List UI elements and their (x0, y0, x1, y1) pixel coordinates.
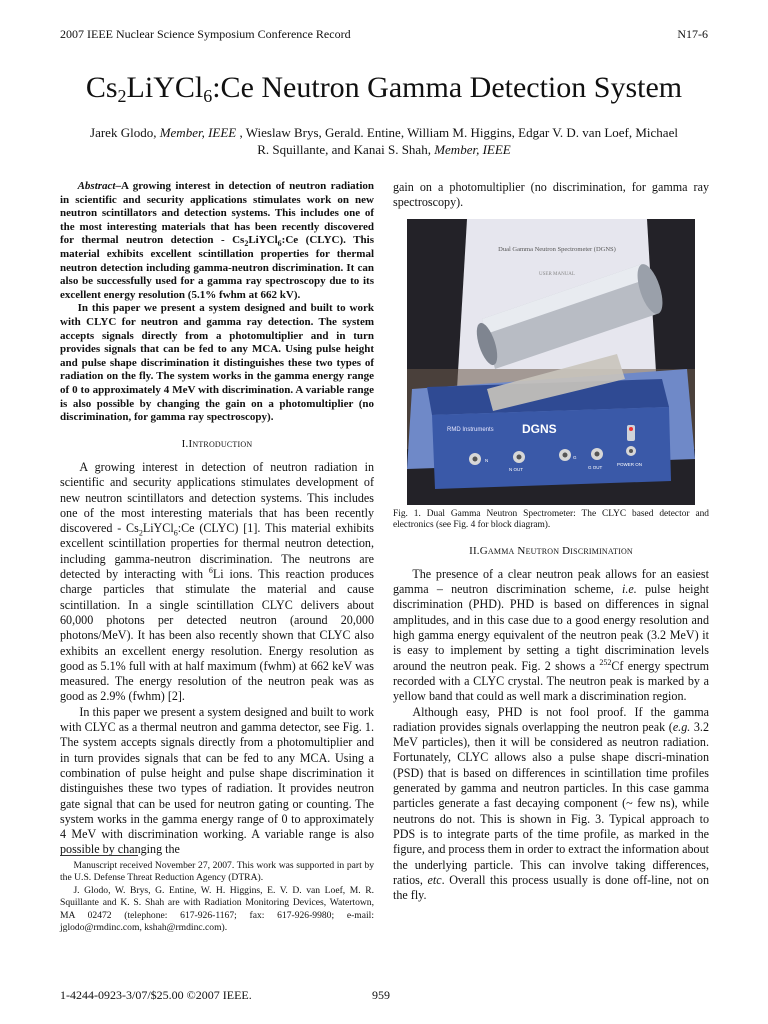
svg-text:DGNS (522, 422, 557, 436)
abstract-label: Abstract (77, 180, 116, 192)
svg-text:N OUT: N OUT (509, 466, 523, 472)
section2-paragraph-2: Although easy, PHD is not fool proof. If the gamma radiation provides signals overlapping the neutron peak (e.g. 3.2 MeV particles), then it will be considered as neutron radiation. Fortunately, CLYC allows also a pulse shape discri-mination (PSD) that is based on differences in scintillation time profiles generated by gamma and neutron particles. In this case gamma particles generate a fast decaying component (~ few ns), while neutrons do not. This is shown in Fig. 3. Typical approach to PDS is to integrate parts of the time profile, as marked in the figure, and process them in order to extract the information about the underlying particle. This can involve taking differences, ratios, etc. Overall this process usually is done off-line, not on the fly. (393, 704, 710, 903)
device-label: DGNS (522, 421, 557, 436)
chassis-front (432, 407, 671, 489)
brand-label: RMD Instruments (447, 426, 494, 433)
paper-title: $Cs_2LiYCl_6:Ce$ Neutron Gamma Detection System (85, 71, 683, 106)
running-header-left: 2007 IEEE Nuclear Science Symposium Conference Record (60, 27, 351, 41)
manual-subtitle: USER MANUAL (539, 271, 575, 277)
footnote-rule (60, 855, 138, 856)
svg-text:Dual Gamma Neutron Spectromete (498, 246, 616, 253)
dgns-photo-illustration (407, 219, 695, 505)
svg-text:USER MANUAL (539, 272, 575, 277)
intro-paragraph-2-continued: gain on a photomultiplier (no discrimination, for gamma ray spectroscopy). (393, 180, 709, 210)
section2-paragraph-1: The presence of a clear neutron peak allows for an easiest gamma – neutron discrimination scheme, i.e. pulse height discrimination (PHD). PHD is based on differences in signal amplitudes, and in this case due to a good energy resolution and high gamma energy equivalent of the neutron peak (3.2 MeV) it is easy to implement by setting a tight discrimination levels around the neutron peak. Fig. 2 shows a $^{252}$Cf energy spectrum recorded with a CLYC crystal. The neutron peak is marked by a yellow band that could as well mark a discrimination region. (393, 566, 710, 704)
right-column (393, 180, 709, 903)
section-heading-introduction: I.Introduction (181, 437, 253, 450)
copyright-footer: 1-4244-0923-3/07/$25.00 ©2007 IEEE. (60, 988, 252, 1002)
intro-paragraph-2: In this paper we present a system designed and built to work with CLYC as a thermal neutron and gamma detector, see Fig. 1. The system accepts signals directly from a photomultiplier and in turn provides signals that can be fed to any MCA. Using a combination of pulse height and pulse shape discrimination it distinguishes these two types of radiation. It provides neutron gate signal that can be used for neutron gating or counting. The system works in the gamma energy range of 0 to approximately 4 MeV with discrimination working. A variable range is also possible by changing the (60, 704, 374, 857)
svg-text:G OUT: G OUT (588, 464, 603, 470)
figure-1-photo (407, 219, 695, 505)
section-heading-discrimination: II.Gamma Neutron Discrimination (469, 544, 633, 557)
footnote: Manuscript received November 27, 2007. This work was supported in part by the U.S. Defense Threat Reduction Agency (DTRA). J. Glodo, W. Brys, G. Entine, W. H. Higgins, E. V. D. van Loef, M. R. Squillante and K. S. Shah are with Radiation Monitoring Devices, Watertown, MA 02472 (telephone: 617-926-1167; fax: 617-926-9980; e-mail: jglodo@rmdinc.com, kshah@rmdinc.com). (60, 855, 374, 934)
figure-1-caption: Fig. 1. Dual Gamma Neutron Spectrometer: The CLYC based detector and electronics (see Fig. 4 for block diagram). (393, 508, 709, 531)
abstract: Abstract–A growing interest in detection of neutron radiation in scientific and security applications stimulates work on new neutron scintillators and detection systems. This includes one of the most interesting materials that has been recently discovered for thermal neutron detection - $Cs_2LiYCl_6:Ce$ (CLYC). This material exhibits excellent scintillation properties for thermal neutron detection including gamma-neutron discrimination. It can also be successfully used for a gamma ray spectroscopy due to its excellent energy resolution (5.1% fwhm at 662 kV). In this paper we present a system designed and built to work with CLYC for neutron and gamma ray detection. The system accepts signals directly from a photomultiplier and in turn provides signals that can be fed to any MCA. Using pulse height and pulse shape discrimination it distinguishes these two types of radiation on the fly. The system works in the gamma energy range of 0 to approximately 4 MeV with discrimination. A variable range is also possible by changing the gain on a photomultiplier (no discrimination, for gamma ray spectroscopy). (60, 180, 374, 424)
svg-text:POWER ON (617, 462, 642, 467)
power-label: POWER ON (617, 461, 643, 467)
left-column (60, 180, 374, 858)
intro-paragraph-1: A growing interest in detection of neutron radiation in scientific and security applications stimulates development of new neutron scintillators and detection systems. This includes one of the most interesting materials that has been recently discovered - $Cs_2LiYCl_6:Ce$ (CLYC) [1]. This material exhibits excellent scintillation properties for thermal neutron detection, including gamma-neutron discrimination. The neutrons are detected by interacting with $^6$Li ions. This reaction produces charge particles that stimulate the material and cause scintillation. In a single scintillation CLYC delivers about 60,000 photons per detected neutron (around 20,000 photons/MeV). It has been also recently shown that CLYC also exhibits an excellent energy resolution. Energy resolution as good as 5.1% full with at half maximum (fwhm) at 662 keV was measured. The energy resolution of the neutron peak was as good as 2.9% (fwhm) [2]. (60, 459, 374, 704)
author-list: Jarek Glodo, Member, IEEE , Wieslaw Brys, Gerald. Entine, William M. Higgins, Edgar V. D. van Loef, Michael R. Squillante, and Kanai S. Shah, Member, IEEE (90, 125, 678, 157)
page-number: 959 (372, 988, 390, 1002)
svg-text:N: N (485, 457, 489, 463)
svg-text:RMD Instruments (447, 427, 494, 433)
running-header-right: N17-6 (677, 27, 708, 41)
svg-text:G: G (573, 454, 577, 460)
manual-title: Dual Gamma Neutron Spectrometer (DGNS) (498, 245, 616, 253)
